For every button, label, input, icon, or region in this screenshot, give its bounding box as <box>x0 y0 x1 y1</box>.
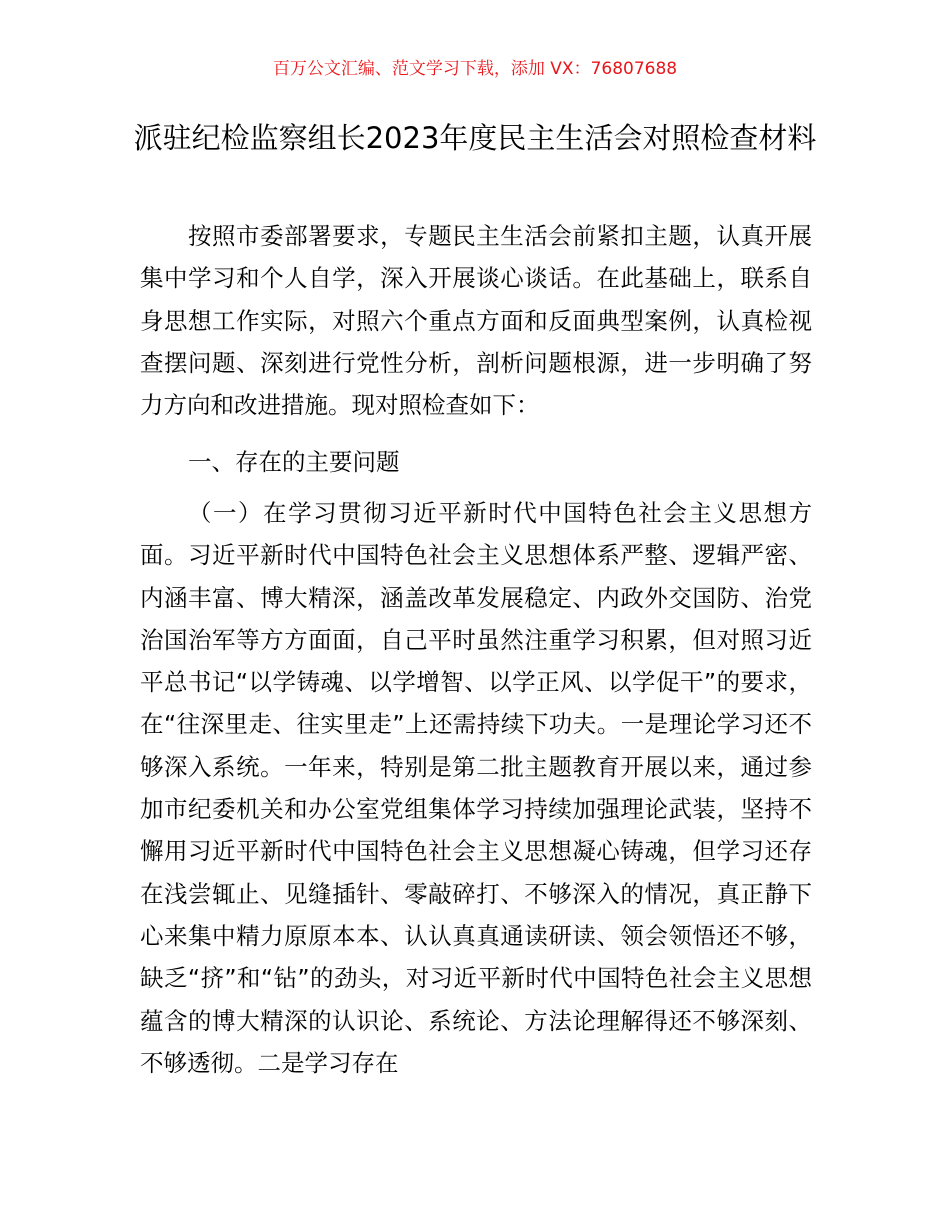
section-heading: 一、存在的主要问题 <box>188 448 400 476</box>
watermark-header: 百万公文汇编、范文学习下载，添加 VX：76807688 <box>272 59 678 79</box>
document-title: 派驻纪检监察组长2023年度民主生活会对照检查材料 <box>133 121 817 155</box>
body-paragraph: （一）在学习贯彻习近平新时代中国特色社会主义思想方面。习近平新时代中国特色社会主义思想体系严整、逻辑严密、内涵丰富、博大精深，涵盖改革发展稳定、内政外交国防、治党治国治军等方方面面，自己平时虽然注重学习积累，但对照习近平总书记“以学铸魂、以学增智、以学正风、以学促干”的要求，在“往深里走、往实里走”上还需持续下功夫。一是理论学习还不够深入系统。一年来，特别是第二批主题教育开展以来，通过参加市纪委机关和办公室党组集体学习持续加强理论武装，坚持不懈用习近平新时代中国特色社会主义思想凝心铸魂，但学习还存在浅尝辄止、见缝插针、零敲碎打、不够深入的情况，真正静下心来集中精力原原本本、认认真真通读研读、领会领悟还不够，缺乏“挤”和“钻”的劲头，对习近平新时代中国特色社会主义思想蕴含的博大精深的认识论、系统论、方法论理解得还不够深刻、不够透彻。二是学习存在 <box>140 499 812 1077</box>
intro-paragraph: 按照市委部署要求，专题民主生活会前紧扣主题，认真开展集中学习和个人自学，深入开展谈心谈话。在此基础上，联系自身思想工作实际，对照六个重点方面和反面典型案例，认真检视查摆问题、深刻进行党性分析，剖析问题根源，进一步明确了努力方向和改进措施。现对照检查如下： <box>140 222 812 420</box>
